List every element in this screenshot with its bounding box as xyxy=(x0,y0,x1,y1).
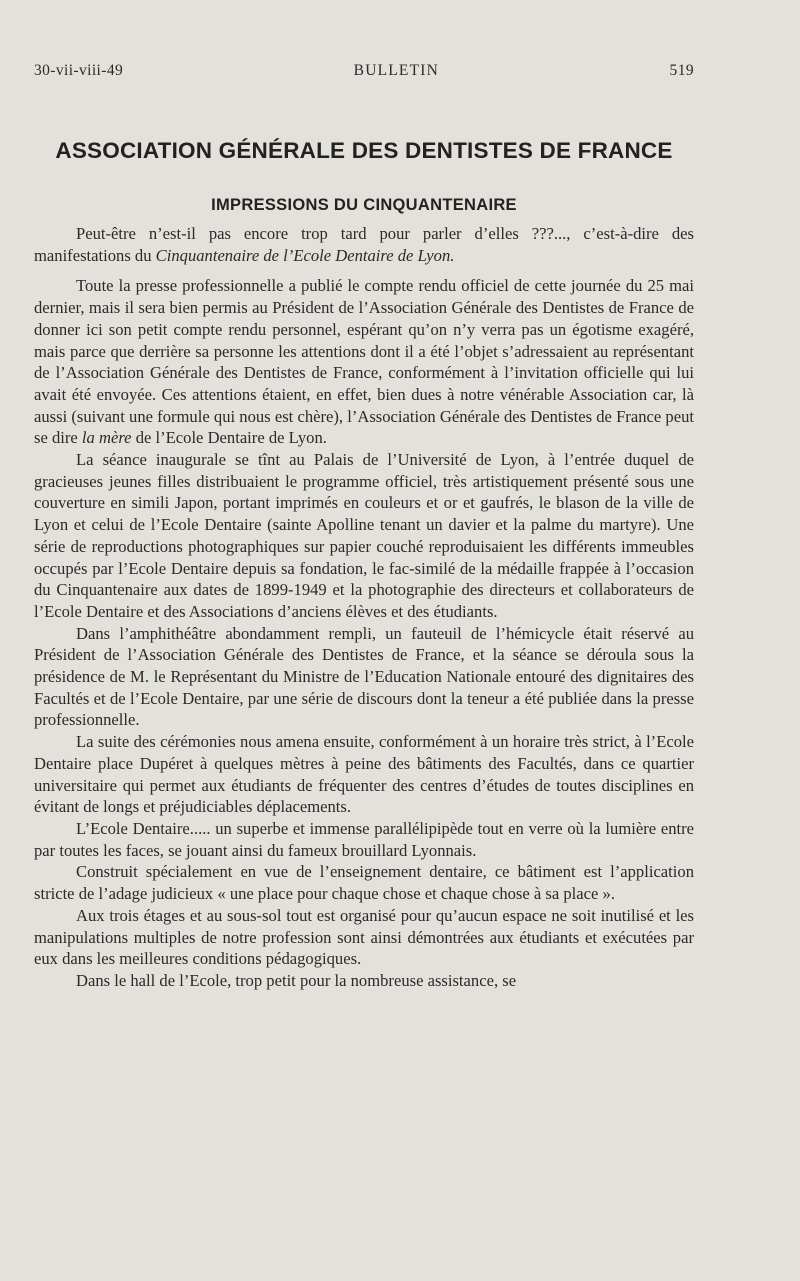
emphasis-text: la mère xyxy=(81,428,132,448)
paragraph: Aux trois étages et au sous-sol tout est organisé pour qu’aucun espace ne soit inutilisé et les manipulations multiples de notre profession sont ainsi démontrées aux étudiants et exécutées par eux dans les meilleures conditions pédagogiques. xyxy=(34,905,694,969)
running-header xyxy=(34,62,694,80)
header-date: 30-vii-viii-49 xyxy=(34,62,124,79)
paragraph: La séance inaugurale se tînt au Palais de l’Université de Lyon, à l’entrée duquel de gracieuses jeunes filles distribuaient le programme officiel, très artistiquement présenté sous une couverture en simili Japon, portant imprimés en couleurs et or et gaufrés, le blason de la ville de Lyon et celui de l’Ecole Dentaire (sainte Apolline tenant un davier et la palme du martyre). Une série de reproductions photographiques sur papier couché reproduisaient les différents immeubles occupés par l’Ecole Dentaire depuis sa fondation, le fac-similé de la médaille frappée à l’occasion du Cinquantenaire aux dates de 1899-1949 et la photographie des directeurs et collaborateurs de l’Ecole Dentaire et des Associations d’anciens élèves et des étudiants. xyxy=(34,450,694,621)
paragraph: L’Ecole Dentaire..... un superbe et immense parallélipipède tout en verre où la lumière entre par toutes les faces, se jouant ainsi du fameux brouillard Lyonnais. xyxy=(34,818,694,860)
paragraph: Peut-être n’est-il pas encore trop tard pour parler d’elles ???..., c’est-à-dire des manifestations du Cinquantenaire de l’Ecole Dentaire de Lyon. xyxy=(34,224,694,265)
paragraph: La suite des cérémonies nous amena ensuite, conformément à un horaire très strict, à l’Ecole Dentaire place Dupéret à quelques mètres à peine des bâtiments des Facultés, dans ce quartier universitaire qui permet aux étudiants de fréquenter des centres d’études de toutes disciplines en évitant de longs et préjudiciables déplacements. xyxy=(34,732,694,817)
emphasis-text: Cinquantenaire de l’Ecole Dentaire de Lyon. xyxy=(155,245,455,265)
article-body xyxy=(34,223,694,992)
paragraph: Toute la presse professionnelle a publié le compte rendu officiel de cette journée du 25 mai dernier, mais il sera bien permis au Président de l’Association Générale des Dentistes de France de donner ici son petit compte rendu personnel, espérant qu’on n’y verra pas un égotisme exagéré, mais parce que derrière sa personne les attentions dont il a été l’objet s’adressaient au représentant de l’Association Générale des Dentistes de France, conformément à l’invitation officielle qui lui avait été envoyée. Ces attentions étaient, en effet, bien dues à notre vénérable Association car, là aussi (suivant une formule qui nous est chère), l’Association Générale des Dentistes de France peut se dire la mère de l’Ecole Dentaire de Lyon. xyxy=(34,276,694,448)
paragraph: Dans le hall de l’Ecole, trop petit pour la nombreuse assistance, se xyxy=(76,970,517,990)
header-bulletin: BULLETIN xyxy=(353,62,440,79)
article-title: ASSOCIATION GÉNÉRALE DES DENTISTES DE FRANCE xyxy=(55,138,673,163)
paragraph: Dans l’amphithéâtre abondamment rempli, un fauteuil de l’hémicycle était réservé au Président de l’Association Générale des Dentistes de France, et la séance se déroula sous la présidence de M. le Représentant du Ministre de l’Education Nationale entouré des dignitaires des Facultés et de l’Ecole Dentaire, par une série de discours dont la teneur a été publiée dans la presse professionnelle. xyxy=(34,623,694,730)
page-number: 519 xyxy=(669,62,694,79)
paragraph: Construit spécialement en vue de l’enseignement dentaire, ce bâtiment est l’application stricte de l’adage judicieux « une place pour chaque chose et chaque chose à sa place ». xyxy=(34,862,694,904)
article-subtitle: IMPRESSIONS DU CINQUANTENAIRE xyxy=(211,196,517,214)
